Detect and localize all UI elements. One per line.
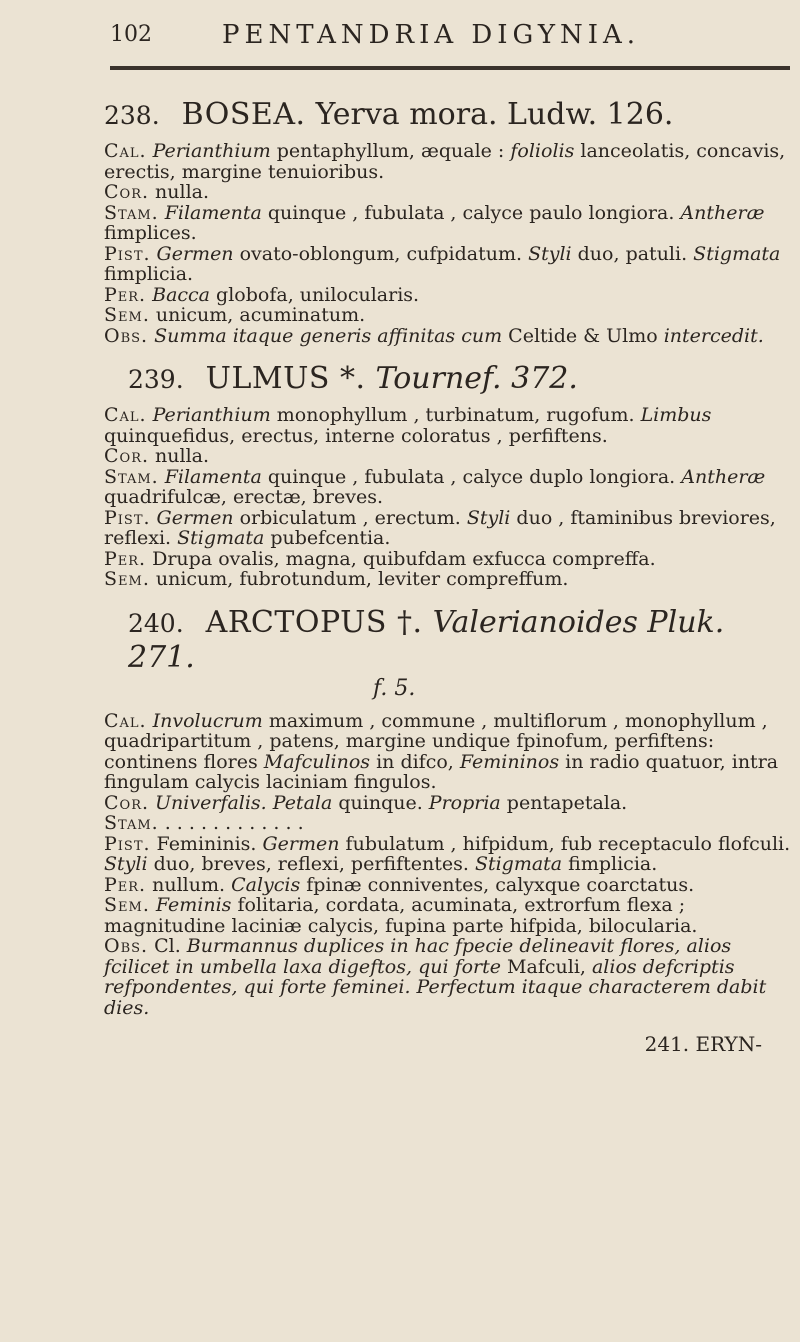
- character-line: [104, 834, 794, 875]
- character-line: [104, 569, 794, 590]
- character-text: fimplicia.: [104, 263, 194, 285]
- character-text: Stigmata: [693, 242, 781, 265]
- character-line: [104, 446, 794, 467]
- genus-heading-continuation: f. 5.: [373, 675, 416, 701]
- character-text: orbiculatum , erectum.: [233, 506, 467, 529]
- character-label: Obs.: [104, 324, 149, 347]
- genus-heading: [104, 98, 794, 133]
- character-line: [104, 244, 794, 285]
- character-line: [104, 467, 794, 508]
- character-label: Sem.: [104, 894, 150, 916]
- character-text: pubefcentia.: [264, 527, 391, 549]
- character-line: [104, 508, 794, 549]
- character-text: Feminis: [155, 894, 232, 916]
- genus-synonym: Yerva mora. Ludw. 126.: [315, 97, 674, 132]
- character-label: Per.: [104, 283, 147, 306]
- catchword: 241. ERYN-: [644, 1032, 762, 1056]
- character-text: Involucrum: [152, 709, 263, 732]
- character-text: ovato-oblongum, cufpidatum.: [233, 242, 529, 265]
- character-label: Pist.: [104, 242, 151, 265]
- character-text: in radio quatuor, intra fingulam calycis laciniam fingulos.: [104, 750, 779, 793]
- character-text: intercedit.: [663, 324, 764, 347]
- character-text: fpinæ conniventes, calyxque coarctatus.: [300, 873, 695, 896]
- character-text: nulla.: [155, 181, 210, 203]
- character-text: fimplices.: [104, 222, 197, 244]
- character-text: Limbus: [640, 404, 712, 426]
- character-line: [104, 895, 794, 936]
- character-label: Per.: [104, 873, 147, 896]
- genus-number: 238.: [104, 101, 160, 130]
- character-text: Cl.: [154, 935, 187, 957]
- character-text: nullum.: [152, 873, 232, 896]
- character-text: Stigmata: [474, 853, 563, 875]
- character-text: Femininis.: [156, 832, 263, 855]
- character-line: [104, 285, 794, 306]
- character-text: quinque.: [332, 791, 429, 814]
- character-text: in difco,: [370, 750, 460, 773]
- character-label: Per.: [104, 547, 147, 570]
- character-text: folitaria, cordata, acuminata, extrorfum flexa ; magnitudine laciniæ calycis, fupina parte hifpida, bilocularia.: [104, 894, 698, 937]
- character-label: Cal.: [104, 140, 147, 162]
- character-text: quinque , fubulata , calyce duplo longiora.: [261, 465, 682, 488]
- character-label: Stam.: [104, 465, 159, 488]
- character-text: Mafculinos: [263, 750, 371, 773]
- character-text: Perianthium: [152, 140, 271, 162]
- character-line: [104, 793, 794, 814]
- character-text: Filamenta: [164, 465, 262, 488]
- genus-number: 239.: [128, 365, 184, 394]
- character-label: Obs.: [104, 935, 149, 957]
- character-text: Filamenta: [164, 201, 262, 224]
- character-label: Sem.: [104, 304, 150, 326]
- character-line: [104, 813, 794, 834]
- genus-synonym: Valerianoides Pluk. 271.: [128, 604, 725, 675]
- page-body: [104, 98, 794, 1055]
- page-number: 102: [110, 22, 152, 47]
- genus-name: ULMUS *.: [205, 361, 376, 396]
- character-text: alios defcriptis refpondentes, qui forte feminei. Perfectum itaque characterem dabit dies.: [104, 955, 767, 1019]
- character-text: quinque , fubulata , calyce paulo longiora.: [261, 201, 681, 224]
- running-header: [110, 20, 790, 60]
- character-text: Drupa ovalis, magna, quibufdam exfucca compreffa.: [152, 547, 656, 570]
- character-text: globofa, unilocularis.: [210, 283, 420, 306]
- character-text: Burmannus duplices in hac fpecie delineavit flores, alios fcilicet in umbella laxa digeftos, qui forte: [104, 935, 732, 978]
- character-text: Summa itaque generis affinitas cum: [154, 324, 503, 347]
- character-text: Styli: [466, 506, 511, 529]
- character-text: pentapetala.: [500, 791, 628, 814]
- character-text: fimplicia.: [562, 853, 658, 875]
- character-label: Stam.: [104, 201, 159, 224]
- character-line: [104, 326, 794, 347]
- character-text: duo, breves, reflexi, perfiftentes.: [147, 853, 475, 875]
- running-title: PENTANDRIA DIGYNIA.: [222, 20, 641, 50]
- character-text: maximum , commune , multiflorum , monophyllum , quadripartitum , patens, margine undique fpinofum, perfiftens: continens flores: [104, 709, 768, 773]
- character-label: Pist.: [104, 832, 151, 855]
- character-text: duo , ftaminibus breviores, reflexi.: [104, 506, 776, 549]
- character-text: fubulatum , hifpidum, fub receptaculo flofculi.: [339, 832, 791, 855]
- genus-heading: [128, 362, 794, 397]
- character-text: Germen: [156, 242, 234, 265]
- character-text: unicum, fubrotundum, leviter compreffum.: [155, 568, 569, 590]
- character-text: quadrifulcæ, erectæ, breves.: [104, 486, 384, 508]
- character-label: Cal.: [104, 709, 147, 732]
- genus-heading: [128, 606, 794, 703]
- character-label: Cor.: [104, 181, 150, 203]
- genus-name: ARCTOPUS †.: [205, 604, 433, 640]
- genus-number: 240.: [128, 608, 184, 638]
- character-text: Stigmata: [177, 527, 265, 549]
- character-text: pentaphyllum, æquale :: [270, 140, 511, 162]
- character-line: [104, 936, 794, 1018]
- character-text: Celtide & Ulmo: [502, 324, 664, 347]
- character-text: Germen: [156, 506, 234, 529]
- character-text: Styli: [104, 853, 148, 875]
- character-text: Antheræ: [681, 465, 766, 488]
- character-text: Femininos: [459, 750, 560, 773]
- character-line: [104, 549, 794, 570]
- character-line: [104, 405, 794, 446]
- genus-synonym: Tournef. 372.: [375, 361, 578, 396]
- character-text: Germen: [262, 832, 340, 855]
- character-text: Calycis: [231, 873, 301, 896]
- genus-entry: [104, 606, 794, 1019]
- character-text: Univerfalis. Petala: [155, 791, 333, 814]
- character-label: Pist.: [104, 506, 151, 529]
- character-line: [104, 203, 794, 244]
- character-label: Cor.: [104, 791, 150, 814]
- character-line: [104, 711, 794, 793]
- character-text: Propria: [428, 791, 501, 814]
- character-label: Stam.: [104, 812, 159, 834]
- character-text: quinquefidus, erectus, interne coloratus , perfiftens.: [104, 424, 608, 447]
- character-text: Bacca: [152, 283, 211, 306]
- character-text: Perianthium: [152, 404, 271, 426]
- character-text: unicum, acuminatum.: [155, 304, 366, 326]
- character-label: Sem.: [104, 568, 150, 590]
- character-text: Styli: [528, 242, 572, 265]
- character-text: foliolis: [510, 140, 575, 162]
- character-line: [104, 182, 794, 203]
- character-label: Cal.: [104, 404, 147, 426]
- character-text: . . . . . . . . . . . .: [164, 812, 304, 834]
- character-text: Antheræ: [680, 201, 765, 224]
- character-text: Mafculi,: [501, 955, 592, 978]
- character-line: [104, 875, 794, 896]
- genus-name: BOSEA.: [181, 97, 316, 132]
- genus-entry: [104, 362, 794, 590]
- header-rule: [110, 66, 790, 70]
- character-text: nulla.: [155, 445, 210, 467]
- character-text: monophyllum , turbinatum, rugofum.: [270, 404, 641, 426]
- character-line: [104, 141, 794, 182]
- character-line: [104, 305, 794, 326]
- genus-entry: [104, 98, 794, 346]
- character-text: duo, patuli.: [571, 242, 694, 265]
- character-text: lanceolatis, concavis, erectis, margine tenuioribus.: [104, 140, 786, 183]
- character-label: Cor.: [104, 445, 150, 467]
